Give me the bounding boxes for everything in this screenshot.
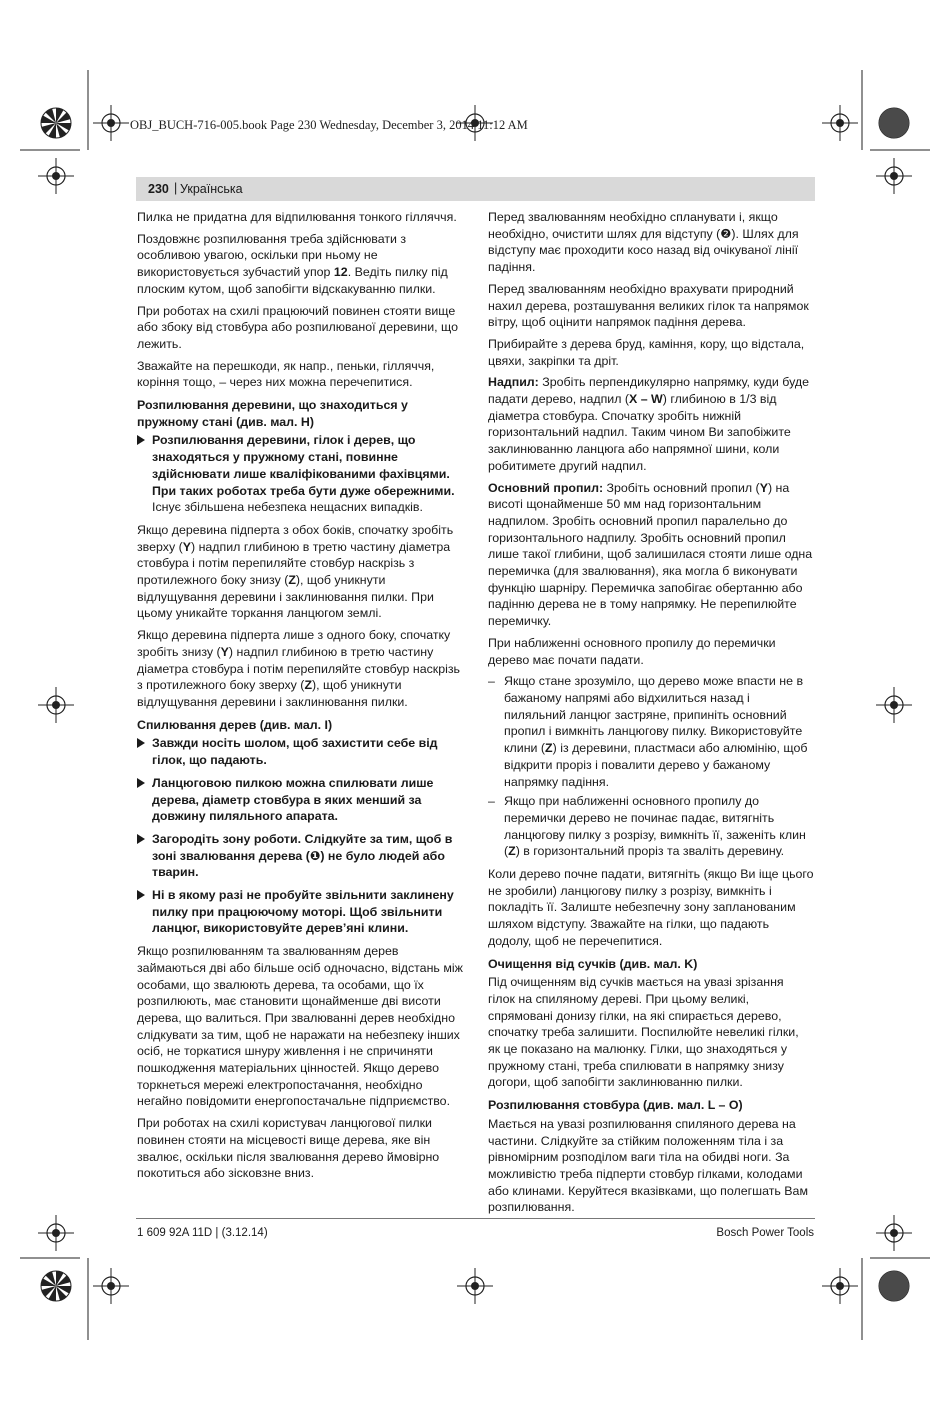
page-number: 230 xyxy=(148,182,169,196)
paragraph: При роботах на схилі працюючий повинен стояти вище або збоку від стовбура або розпилюваної деревини, що лежить. xyxy=(137,303,458,351)
list-item: – Якщо при наближенні основного пропилу до перемички дерево не починає падає, витягніть ланцюгову пилку з розрізу, вимкніть її, заженіть клин (Z) в горизонтальний проріз та зваліть деревину. xyxy=(488,794,806,859)
paragraph: Поздовжнє розпилювання треба здійснювати з особливою увагою, оскільки при ньому не використовується зубчастий упор 12. Ведіть пилку під плоским кутом, щоб запобігти відскакуванню пилки. xyxy=(137,231,448,296)
paragraph: Пилка не придатна для відпилювання тонкого гілляччя. xyxy=(137,210,457,224)
warning-arrow-icon xyxy=(137,778,145,788)
warning-item: Загородіть зону роботи. Слідкуйте за тим, щоб в зоні звалювання дерева (❶) не було людей або тварин. xyxy=(137,831,463,881)
warning-arrow-icon xyxy=(137,435,145,445)
language-label: Українська xyxy=(180,182,243,196)
paragraph: При роботах на схилі користувач ланцюгової пилки повинен стояти на місцевості вище дерева, яке він звалює, оскільки після звалювання дерево ймовірно покотиться або зісковзне вниз. xyxy=(137,1116,440,1181)
warning-item: Розпилювання деревини, гілок і дерев, що знаходяться у пружному стані, повинне здійснювати лише кваліфікованими фахівцями. При таких роботах треба бути дуже обережними. Існує збільшена небезпека нещасних випадків. xyxy=(137,432,463,516)
warning-item: Ні в якому разі не пробуйте звільнити заклинену пилку при працюючому моторі. Щоб звільнити ланцюг, використовуйте дерев’яні клини. xyxy=(137,887,463,937)
paragraph: Прибирайте з дерева бруд, каміння, кору, що відстала, цвяхи, закріпки та дріт. xyxy=(488,336,805,368)
header-separator: | xyxy=(174,181,178,195)
warning-arrow-icon xyxy=(137,834,145,844)
section-heading: Спилювання дерев (див. мал. I) xyxy=(137,717,333,732)
paragraph: Перед звалюванням необхідно врахувати природний нахил дерева, розташування великих гілок та напрямок вітру, щоб оцінити напрямок падіння дерева. xyxy=(488,281,809,330)
list-item: – Якщо стане зрозуміло, що дерево може впасти не в бажаному напрямі або відхилиться назад і пиляльний ланцюг застряне, припиніть основний пропил і вимкніть ланцюгову пилку. Використовуйте клини (Z) із деревини, пластмаси або алюмінію, щоб відкрити проріз і повалити дерево у бажаному напрямку падіння. xyxy=(488,674,808,789)
warning-item: Ланцюговою пилкою можна спилювати лише дерева, діаметр стовбура в яких менший за довжину пиляльного апарата. xyxy=(137,775,463,825)
paragraph: Якщо розпилюванням та звалюванням дерев займаються дві або більше осіб одночасно, відстань між особами, що звалюють дерева, та особами, що їх розпилюють, має становити щонайменше дві висоти дерева, що валиться. При звалюванні дерев необхідно слідкувати за тим, щоб не наражати на небезпеку інших осіб, не торкатися шнуру живлення і не спричиняти пошкодження матеріальних цінностей. Якщо дерево торкнеться мережі електропостачання, необхідно негайно повідомити енергопостачальне підприємство. xyxy=(137,944,463,1109)
paragraph: При наближенні основного пропилу до перемички дерево має почати падати. xyxy=(488,635,776,667)
left-column xyxy=(137,209,463,1187)
warning-arrow-icon xyxy=(137,738,145,748)
paragraph: Перед звалюванням необхідно спланувати і, якщо необхідно, очистити шлях для відступу (❷). Шлях для відступу має проходити косо назад від очікуваної лінії падіння. xyxy=(488,210,799,275)
paragraph: Основний пропил: Зробіть основний пропил (Y) на висоті щонайменше 50 мм над горизонтальним надпилом. Зробіть основний пропил паралельно до горизонтального надпилу. Зробіть основний пропил лише такої глибини, щоб залишилася стояти лише одна перемичка (для звалювання), яка могла б виконувати функцію шарніру. Перемичка запобігає обертанню або падінню дерева не в тому напрямку. Не перепилюйте перемичку. xyxy=(488,480,813,629)
section-heading: Очищення від сучків (див. мал. K) xyxy=(488,956,698,971)
right-column xyxy=(488,209,814,1221)
paragraph: Під очищенням від сучків мається на увазі зрізання гілок на спиляному дереві. При цьому великі, спрямовані донизу гілки, на які спирається дерево, спочатку треба залишити. Поспилюйте невеликі гілки, як це показано на малюнку. Гілки, що знаходяться у пружному стані, треба спилювати в напрямку знизу догори, щоб запобігти заклинюванню пилки. xyxy=(488,975,799,1090)
warning-item: Завжди носіть шолом, щоб захистити себе від гілок, що падають. xyxy=(137,735,463,768)
warning-arrow-icon xyxy=(137,890,145,900)
paragraph: Якщо деревина підперта лише з одного боку, спочатку зробіть знизу (Y) надпил глибиною в третю частину діаметра стовбура і потім перепиляйте стовбур наскрізь з протилежного боку зверху (Z), щоб уникнути відлущування деревини і заклинювання пилки. xyxy=(137,628,461,709)
paragraph: Якщо деревина підперта з обох боків, спочатку зробіть зверху (Y) надпил глибиною в третю частину діаметра стовбура і потім перепиляйте стовбур наскрізь з протилежного боку знизу (Z), щоб уникнути відлущування деревини і заклинювання пилки. При цьому уникайте торкання ланцюгом землі. xyxy=(137,522,454,621)
paragraph: Мається на увазі розпилювання спиляного дерева на частини. Слідкуйте за стійким положенням тіла і за рівномірним розподілом ваги тіла на обидві ноги. За можливістю треба підперти стовбур гілками, колодами або клинами. Керуйтеся вказівками, що полегшать Вам розпилювання. xyxy=(488,1116,808,1215)
paragraph: Зважайте на перешкоди, як напр., пеньки, гілляччя, коріння тощо, – через них можна перечепитися. xyxy=(137,358,435,390)
footer-rule xyxy=(136,1218,815,1219)
book-info-line: OBJ_BUCH-716-005.book Page 230 Wednesday, December 3, 2014 11:12 AM xyxy=(130,118,528,132)
section-heading: Розпилювання стовбура (див. мал. L – O) xyxy=(488,1098,743,1113)
paragraph: Надпил: Зробіть перпендикулярно напрямку, куди буде падати дерево, надпил (X – W) глибиною в 1/3 від діаметра стовбура. Спочатку зробіть нижній горизонтальний надпил. Таким чином Ви запобіжите заклинюванню ланцюга або напрямної шини, коли робитимете другий надпил. xyxy=(488,375,810,473)
section-heading: Розпилювання деревини, що знаходиться у пружному стані (див. мал. H) xyxy=(137,398,408,429)
footer-doc-number: 1 609 92A 11D | (3.12.14) xyxy=(137,1227,268,1239)
paragraph: Коли дерево почне падати, витягніть (якщо Ви іще цього не зробили) ланцюгову пилку з розрізу, вимкніть і покладіть її. Залиште небезпечну зону запланованим шляхом відступу. Зважайте на гілки, що падають додолу, щоб не перечепитися. xyxy=(488,867,814,948)
footer-brand: Bosch Power Tools xyxy=(716,1227,814,1239)
page-header xyxy=(136,177,815,201)
